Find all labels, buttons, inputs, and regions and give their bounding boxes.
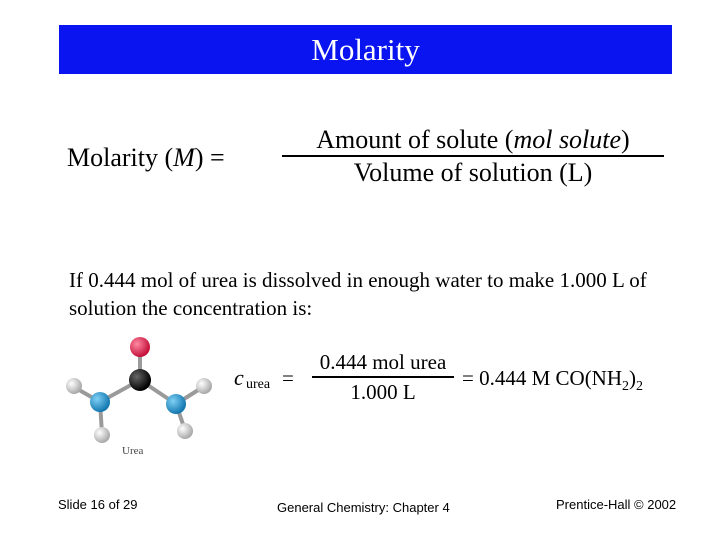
equals-sign: = [282,366,294,390]
lhs-suffix: ) = [194,143,225,172]
result-sub2: 2 [636,379,644,395]
numerator-suffix: ) [621,125,630,154]
concentration-symbol: c [234,365,244,390]
hydrogen-atom [177,423,193,439]
urea-molecule-svg [58,330,228,460]
hydrogen-atom [196,378,212,394]
numerator-prefix: Amount of solute ( [316,125,514,154]
numerator-italic: mol solute [513,125,622,154]
oxygen-atom [130,337,150,357]
concentration-subscript: urea [246,377,271,392]
carbon-atom [129,369,151,391]
result-close: ) [629,366,637,390]
molarity-fraction [278,125,668,189]
nitrogen-atom [166,394,186,414]
title-bar [59,25,672,74]
equation-fraction [310,350,456,404]
molecule-caption: Urea [122,445,144,457]
result-prefix: = 0.444 M CO(NH [462,366,623,390]
nitrogen-atom [90,392,110,412]
slide-title: Molarity [311,31,420,67]
problem-paragraph: If 0.444 mol of urea is dissolved in enough water to make 1.000 L of solution the concentration is: [69,268,647,320]
lhs-symbol: M [173,143,195,172]
footer-chapter: General Chemistry: Chapter 4 [277,500,450,515]
equation-denominator: 1.000 L [350,380,416,404]
bonds [74,350,203,434]
molarity-lhs [67,143,225,173]
hydrogen-atom [94,427,110,443]
equation-result [462,366,643,395]
hydrogen-atom [66,378,82,394]
fraction-denominator: Volume of solution (L) [353,158,593,187]
equation-numerator: 0.444 mol urea [319,350,447,374]
lhs-prefix: Molarity ( [67,143,174,172]
fraction-numerator [278,125,668,155]
result-sub1: 2 [622,379,630,395]
footer-copyright: Prentice-Hall © 2002 [556,497,677,512]
footer-slide-number: Slide 16 of 29 [58,497,138,512]
equation-fraction-bar [312,376,454,378]
urea-molecule-image [58,330,228,460]
concentration-equation [232,350,702,410]
